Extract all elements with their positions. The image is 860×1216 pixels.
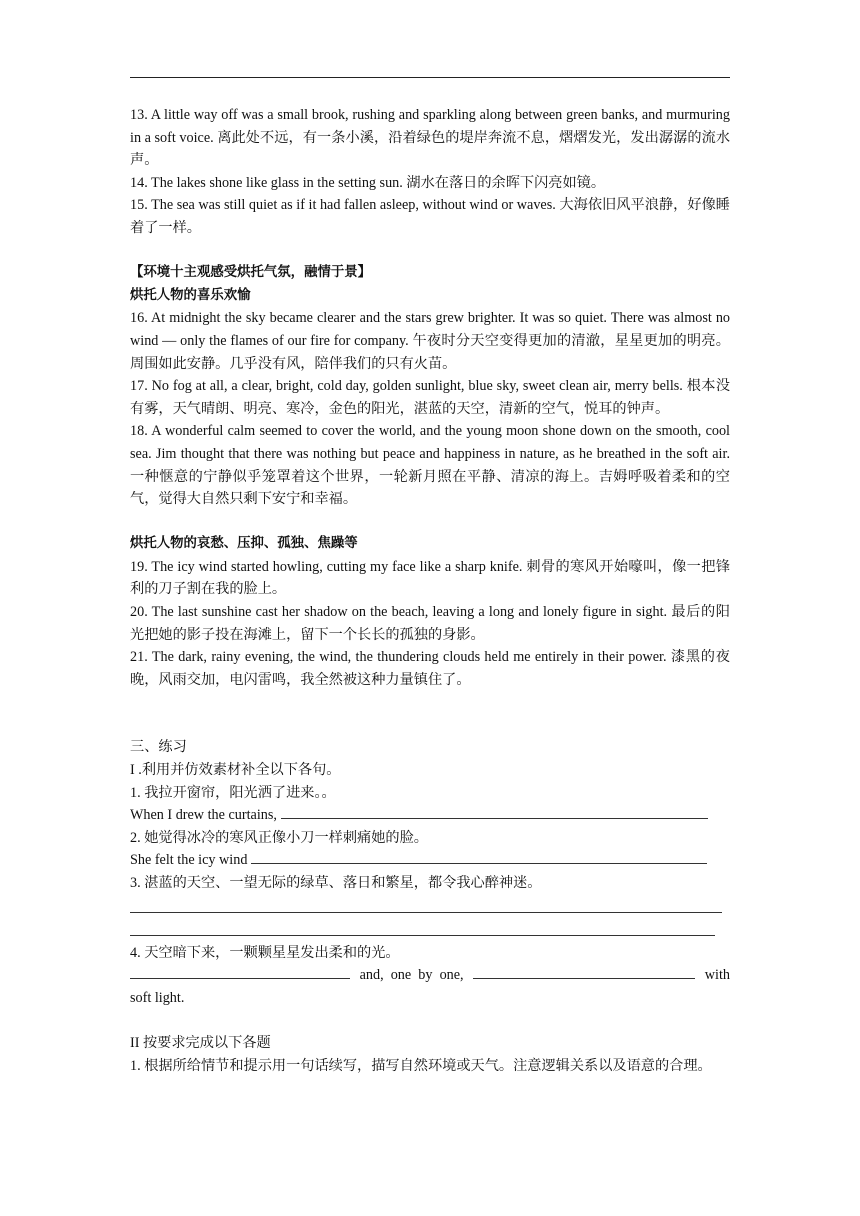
sentence-item — [130, 194, 730, 239]
chinese-translation: 大海依旧风平浪静，好像睡着了一样。 — [130, 197, 730, 236]
item-number: 13. — [130, 107, 148, 123]
english-sentence: The last sunshine cast her shadow on the beach, leaving a long and lonely figure in sight. — [151, 604, 668, 621]
joy-sentence-list — [130, 307, 730, 510]
q4-mid: and, one by one, — [359, 967, 464, 984]
sentence-item — [130, 646, 730, 691]
q1-answer-line — [130, 804, 730, 827]
sentence-item — [130, 307, 730, 375]
subheading-sad: 烘托人物的哀愁、压抑、孤独、焦躁等 — [130, 536, 358, 552]
sad-sentence-list — [130, 556, 730, 692]
english-sentence: The sea was still quiet as if it had fallen asleep, without wind or waves. — [151, 197, 556, 214]
part2-q1: 1. 根据所给情节和提示用一句话续写，描写自然环境或天气。注意逻辑关系以及语意的合理。 — [130, 1057, 712, 1074]
q2-answer-line — [130, 849, 730, 872]
part2-title: II 按要求完成以下各题 — [130, 1035, 271, 1052]
english-sentence: At midnight the sky became clearer and the stars grew brighter. It was so quiet. There was almost no wind — only the flames of our fire for company. — [130, 310, 731, 349]
chinese-translation: 离此处不远，有一条小溪，沿着绿色的堤岸奔流不息，熠熠发光，发出潺潺的流水声。 — [130, 129, 731, 169]
q4-blank-2[interactable] — [473, 964, 695, 979]
q2-prompt: 2. 她觉得冰冷的寒风正像小刀一样刺痛她的脸。 — [130, 829, 428, 846]
q1-blank[interactable] — [281, 804, 708, 819]
item-number: 17. — [130, 378, 148, 395]
chinese-translation: 刺骨的寒风开始嚎叫，像一把锋利的刀子割在我的脸上。 — [130, 558, 731, 598]
item-number: 15. — [130, 197, 148, 214]
q4-answer-line — [130, 964, 730, 987]
q4-tail: soft light. — [130, 989, 185, 1006]
english-sentence: A wonderful calm seemed to cover the world, and the young moon shone down on the smooth, cool sea. Jim thought that there was nothing but peace and happiness in nature, as he breathed in the soft air. — [130, 423, 730, 462]
header-rule — [130, 77, 730, 78]
sentence-item — [130, 104, 730, 172]
q2-lead: She felt the icy wind — [130, 852, 248, 869]
q3-blank-1[interactable] — [130, 895, 722, 913]
item-number: 21. — [130, 649, 148, 666]
chinese-translation: 午夜时分天空变得更加的清澈，星星更加的明亮。周围如此安静。几乎没有风，陪伴我们的只有火苗。 — [130, 332, 730, 372]
item-number: 16. — [130, 310, 148, 327]
subheading-joy: 烘托人物的喜乐欢愉 — [130, 287, 251, 303]
part1-title: I .利用并仿效素材补全以下各句。 — [130, 762, 341, 779]
chinese-translation: 漆黑的夜晚，风雨交加，电闪雷鸣，我全然被这种力量镇住了。 — [130, 649, 730, 688]
sentence-item — [130, 375, 730, 420]
chinese-translation: 最后的阳光把她的影子投在海滩上，留下一个长长的孤独的身影。 — [130, 604, 730, 643]
q4-end: with — [704, 967, 730, 984]
item-number: 19. — [130, 558, 148, 575]
q2-blank[interactable] — [251, 849, 707, 864]
english-sentence: The lakes shone like glass in the setting sun. — [151, 174, 403, 191]
scene-sentence-list — [130, 104, 730, 240]
item-number: 14. — [130, 174, 148, 191]
q4-prompt: 4. 天空暗下来，一颗颗星星发出柔和的光。 — [130, 944, 400, 961]
q1-prompt: 1. 我拉开窗帘，阳光洒了进来。。 — [130, 784, 336, 801]
practice-title: 三、练习 — [130, 739, 187, 756]
english-sentence: No fog at all, a clear, bright, cold day, golden sunlight, blue sky, sweet clean air, merry bells. — [151, 378, 683, 395]
item-number: 18. — [130, 423, 148, 440]
chinese-translation: 湖水在落日的余晖下闪亮如镜。 — [406, 174, 606, 191]
document-body — [130, 104, 730, 1077]
english-sentence: The dark, rainy evening, the wind, the thundering clouds held me entirely in their power. — [151, 649, 667, 666]
english-sentence: The icy wind started howling, cutting my face like a sharp knife. — [151, 558, 523, 575]
q1-lead: When I drew the curtains, — [130, 807, 277, 824]
chinese-translation: 根本没有雾，天气晴朗、明亮、寒冷，金色的阳光，湛蓝的天空，清新的空气，悦耳的钟声。 — [130, 378, 731, 417]
section-heading: 【环境十主观感受烘托气氛，融情于景】 — [130, 265, 372, 281]
english-sentence: A little way off was a small brook, rushing and sparkling along between green banks, and murmuring in a soft voice. — [130, 107, 730, 146]
q3-prompt: 3. 湛蓝的天空、一望无际的绿草、落日和繁星，都令我心醉神迷。 — [130, 875, 542, 891]
item-number: 20. — [130, 604, 148, 621]
sentence-item — [130, 601, 730, 646]
q4-blank-1[interactable] — [130, 964, 350, 979]
chinese-translation: 一种惬意的宁静似乎笼罩着这个世界，一轮新月照在平静、清凉的海上。吉姆呼吸着柔和的空气，觉得大自然只剩下安宁和幸福。 — [130, 468, 730, 508]
q3-blank-2[interactable] — [130, 918, 715, 936]
sentence-item — [130, 556, 730, 601]
sentence-item — [130, 172, 730, 195]
sentence-item — [130, 420, 730, 510]
